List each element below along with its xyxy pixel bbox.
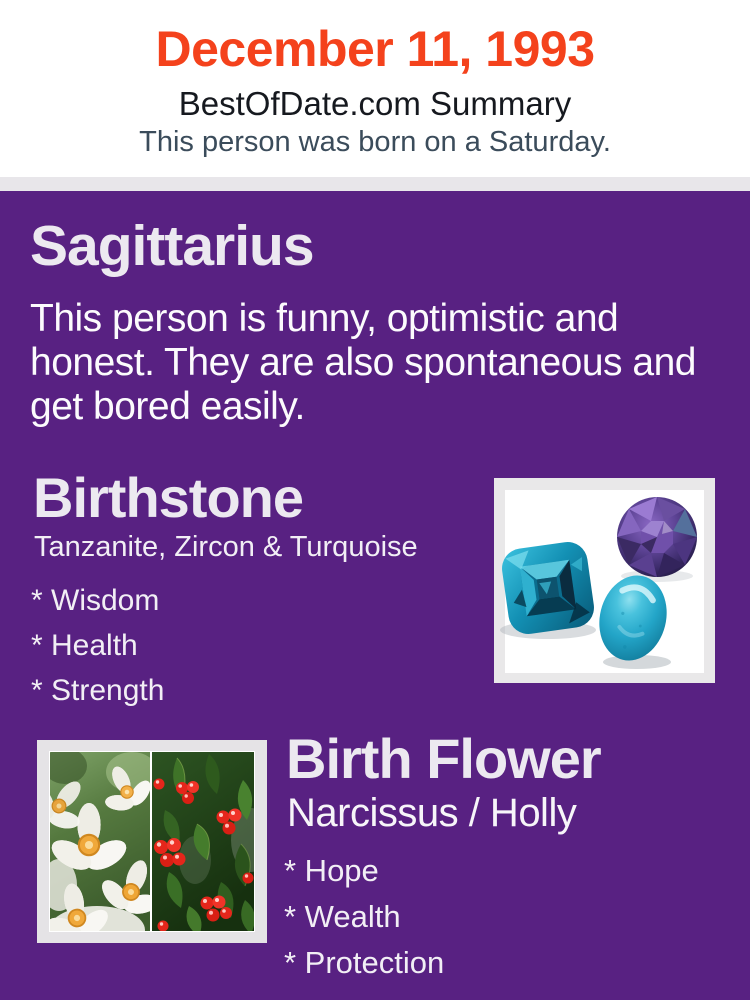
- gemstones-photo: [494, 478, 715, 683]
- gem-zircon: [499, 539, 596, 636]
- weekday-note: This person was born on a Saturday.: [139, 126, 611, 158]
- zodiac-description: This person is funny, optimistic and honest. They are also spontaneous and get bored easily.: [30, 297, 696, 428]
- gem-tanzanite: [617, 497, 697, 577]
- birthstone-trait: * Strength: [31, 674, 165, 707]
- flower-photo: [37, 740, 267, 943]
- birth-flower-trait: * Hope: [284, 853, 379, 888]
- birth-flower-names: Narcissus / Holly: [287, 791, 577, 835]
- birth-flower-title: Birth Flower: [286, 727, 601, 790]
- zodiac-name: Sagittarius: [30, 214, 314, 278]
- holly-photo-half: [152, 752, 267, 936]
- date-title: December 11, 1993: [155, 21, 595, 77]
- purple-body: [0, 191, 750, 1000]
- birthstone-trait: * Health: [31, 629, 138, 662]
- birthstone-trait: * Wisdom: [31, 584, 160, 617]
- birthstone-traits: [31, 578, 164, 713]
- header-divider: [0, 177, 750, 191]
- birthstone-title: Birthstone: [33, 466, 303, 529]
- site-summary: BestOfDate.com Summary: [178, 85, 572, 122]
- birth-flower-trait: * Wealth: [284, 899, 401, 934]
- birth-flower-traits: [284, 848, 444, 986]
- birthstone-stones: Tanzanite, Zircon & Turquoise: [34, 531, 418, 563]
- birth-flower-trait: * Protection: [284, 945, 445, 980]
